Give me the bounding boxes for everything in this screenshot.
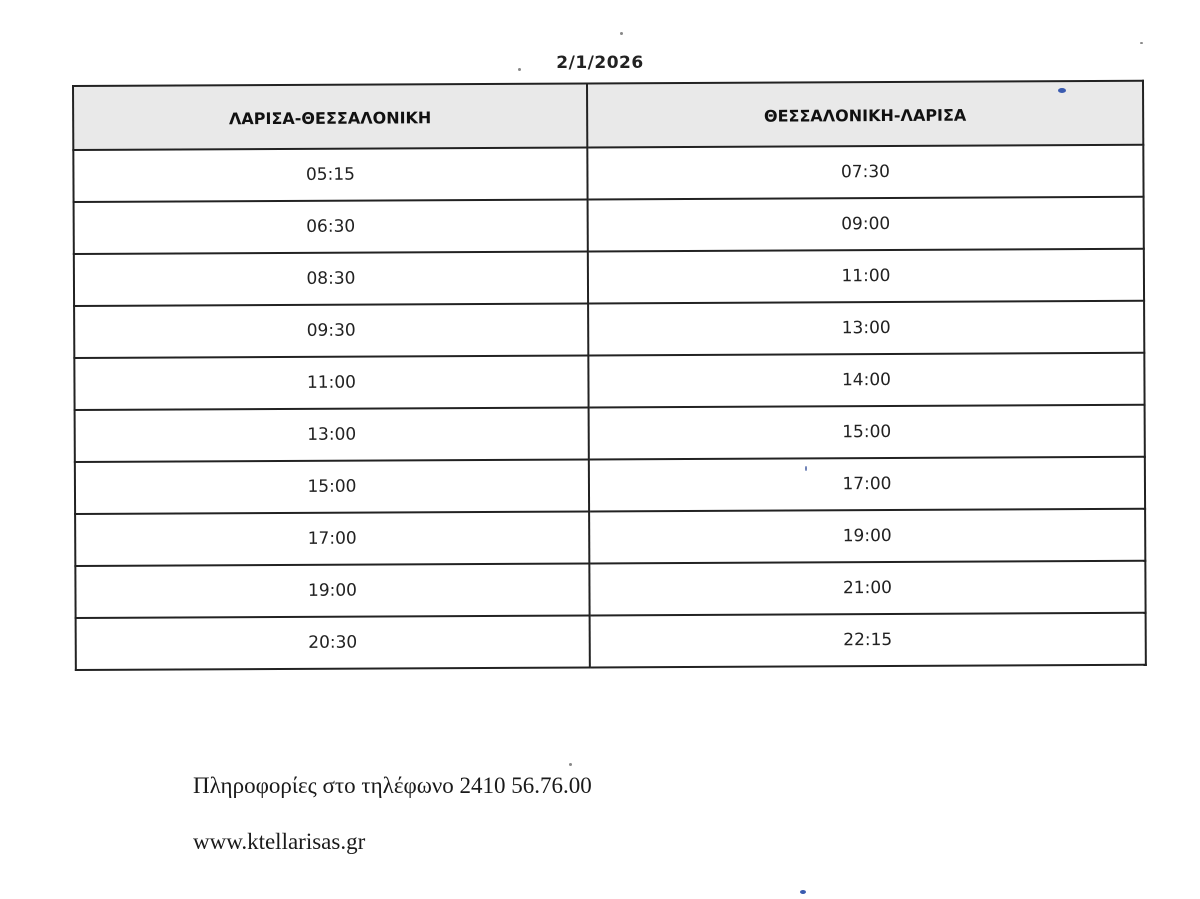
scan-speck	[805, 466, 807, 471]
table-row	[74, 249, 1144, 306]
table-row	[75, 457, 1145, 514]
departure-thessaloniki: 21:00	[589, 561, 1145, 616]
departure-larisa: 06:30	[74, 199, 588, 254]
schedule-date: 2/1/2026	[556, 53, 644, 73]
website-text: www.ktellarisas.gr	[193, 829, 366, 854]
departure-thessaloniki: 22:15	[590, 613, 1146, 668]
scan-speck	[620, 32, 623, 35]
departure-larisa: 20:30	[76, 615, 590, 670]
departure-thessaloniki: 07:30	[587, 145, 1143, 200]
departure-thessaloniki: 17:00	[589, 457, 1145, 512]
table-row	[74, 353, 1144, 410]
phone-info: Πληροφορίες στο τηλέφωνο 2410 56.76.00	[193, 773, 592, 798]
departure-larisa: 05:15	[73, 147, 587, 202]
column-header-larisa-thessaloniki: ΛΑΡΙΣΑ-ΘΕΣΣΑΛΟΝΙΚΗ	[73, 83, 587, 150]
departure-larisa: 11:00	[74, 355, 588, 410]
departure-thessaloniki: 09:00	[588, 197, 1144, 252]
column-header-thessaloniki-larisa: ΘΕΣΣΑΛΟΝΙΚΗ-ΛΑΡΙΣΑ	[587, 81, 1143, 148]
scan-speck	[1140, 42, 1143, 44]
timetable	[72, 80, 1147, 671]
departure-larisa: 17:00	[75, 511, 589, 566]
scan-speck	[1058, 88, 1066, 93]
table-row	[75, 405, 1145, 462]
table-row	[76, 613, 1146, 670]
departure-larisa: 08:30	[74, 251, 588, 306]
departure-thessaloniki: 13:00	[588, 301, 1144, 356]
scan-speck	[569, 763, 572, 766]
scan-speck	[518, 68, 521, 71]
departure-thessaloniki: 11:00	[588, 249, 1144, 304]
departure-larisa: 09:30	[74, 303, 588, 358]
departure-thessaloniki: 14:00	[588, 353, 1144, 408]
table-row	[75, 561, 1145, 618]
table-row	[73, 145, 1143, 202]
timetable-container	[72, 80, 1147, 671]
departure-larisa: 15:00	[75, 459, 589, 514]
table-row	[74, 301, 1144, 358]
departure-thessaloniki: 15:00	[589, 405, 1145, 460]
table-header-row	[73, 81, 1143, 150]
table-row	[75, 509, 1145, 566]
departure-larisa: 19:00	[75, 563, 589, 618]
table-row	[74, 197, 1144, 254]
departure-larisa: 13:00	[75, 407, 589, 462]
scan-speck	[800, 890, 806, 894]
departure-thessaloniki: 19:00	[589, 509, 1145, 564]
